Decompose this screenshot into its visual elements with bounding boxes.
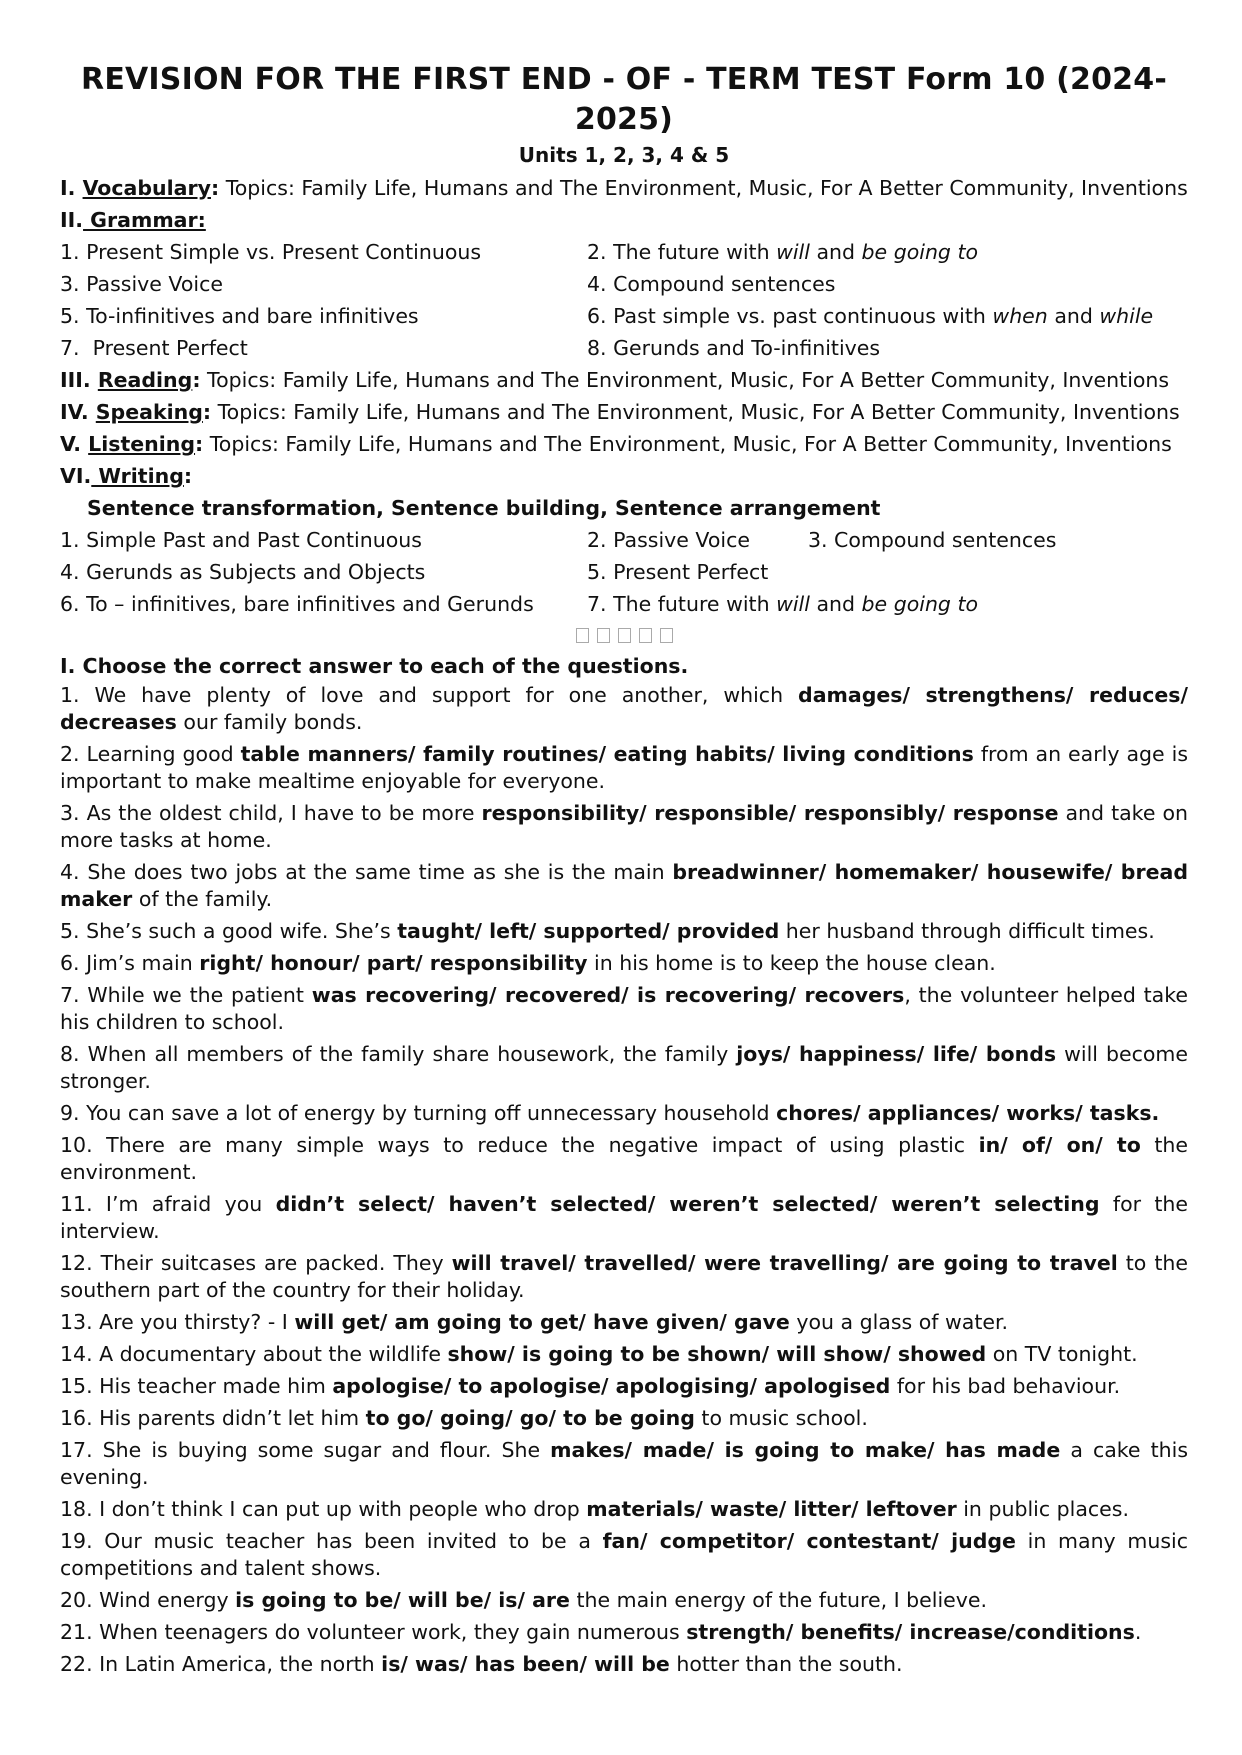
question-text: 20. Wind energy	[60, 1588, 236, 1612]
question-item	[60, 1250, 1188, 1304]
grammar-text: 6. Past simple vs. past continuous with	[587, 304, 993, 328]
question-text: 1. We have plenty of love and support for one another, which	[60, 683, 799, 707]
grammar-item: 8. Gerunds and To-infinitives	[587, 336, 881, 360]
grammar-row	[60, 236, 1188, 268]
question-text: 5. She’s such a good wife. She’s	[60, 919, 398, 943]
question-options: right/ honour/ part/ responsibility	[199, 951, 588, 975]
section-topics: Topics: Family Life, Humans and The Environment, Music, For A Better Community, Inventions	[200, 368, 1170, 392]
section-reading	[60, 364, 1188, 396]
grammar-italic: will	[776, 240, 810, 264]
question-item	[60, 1373, 1188, 1400]
question-text: will become stronger.	[60, 1042, 1189, 1093]
question-options: materials/ waste/ litter/ leftover	[586, 1497, 957, 1521]
question-item	[60, 741, 1188, 795]
question-text: you a glass of water.	[789, 1310, 1009, 1334]
section-label: Listening	[88, 432, 196, 456]
section-label: Reading	[97, 368, 193, 392]
section-colon: :	[183, 464, 193, 488]
section-vocabulary	[60, 172, 1188, 204]
section-number: IV.	[60, 400, 96, 424]
question-options: will get/ am going to get/ have given/ gave	[294, 1310, 790, 1334]
separator-box	[660, 628, 673, 643]
grammar-item	[587, 300, 1188, 332]
question-options: show/ is going to be shown/ will show/ showed	[447, 1342, 987, 1366]
question-text: of the family.	[132, 887, 273, 911]
question-text: 3. As the oldest child, I have to be more	[60, 801, 482, 825]
section-colon: :	[210, 176, 220, 200]
question-text: to the southern part of the country for their holiday.	[60, 1251, 1188, 1302]
grammar-item: 7. Present Perfect	[60, 336, 248, 360]
question-text: 2. Learning good	[60, 742, 241, 766]
grammar-item: 4. Compound sentences	[587, 272, 836, 296]
section-number: V.	[60, 432, 89, 456]
section-label: Vocabulary	[82, 176, 211, 200]
section-speaking	[60, 396, 1188, 428]
section-grammar	[60, 204, 1188, 236]
section-number: I.	[60, 176, 83, 200]
question-text: 8. When all members of the family share housework, the family	[60, 1042, 737, 1066]
grammar-italic: when	[992, 304, 1048, 328]
grammar-text: and	[1047, 304, 1100, 328]
question-text: , the volunteer helped take his children to school.	[60, 983, 1188, 1034]
question-options: taught/ left/ supported/ provided	[397, 919, 780, 943]
question-item	[60, 1528, 1188, 1582]
question-text: 12. Their suitcases are packed. They	[60, 1251, 452, 1275]
question-options: joys/ happiness/ life/ bonds	[736, 1042, 1057, 1066]
writing-item	[587, 588, 1188, 620]
question-item	[60, 1100, 1188, 1127]
writing-item: 5. Present Perfect	[587, 560, 769, 584]
question-text: a cake this evening.	[60, 1438, 1188, 1489]
page-subtitle: Units 1, 2, 3, 4 & 5	[518, 143, 730, 167]
writing-item: 4. Gerunds as Subjects and Objects	[60, 560, 426, 584]
writing-italic: be going to	[861, 592, 979, 616]
writing-item: 6. To – infinitives, bare infinitives and Gerunds	[60, 592, 534, 616]
writing-item: 1. Simple Past and Past Continuous	[60, 528, 422, 552]
writing-text: and	[809, 592, 862, 616]
question-options: damages/ strengthens/ reduces/ decreases	[60, 683, 1188, 734]
writing-row	[60, 588, 1188, 620]
question-text: from an early age is important to make mealtime enjoyable for everyone.	[60, 742, 1189, 793]
section-label: Writing	[91, 464, 184, 488]
question-text: the main energy of the future, I believe.	[569, 1588, 988, 1612]
separator-box	[618, 628, 631, 643]
separator-box	[597, 628, 610, 643]
separator-boxes	[60, 620, 1188, 650]
question-text: and take on more tasks at home.	[60, 801, 1188, 852]
section-colon: :	[195, 432, 204, 456]
writing-text: 7. The future with	[587, 592, 777, 616]
question-text: 6. Jim’s main	[60, 951, 200, 975]
grammar-item: 1. Present Simple vs. Present Continuous	[60, 240, 482, 264]
question-text: 17. She is buying some sugar and flour. She	[60, 1438, 551, 1462]
question-text: for his bad behaviour.	[890, 1374, 1121, 1398]
section-topics: Topics: Family Life, Humans and The Environment, Music, For A Better Community, Inventions	[203, 432, 1172, 456]
question-text: our family bonds.	[176, 710, 363, 734]
section-label: Grammar:	[83, 208, 206, 232]
question-item	[60, 682, 1188, 736]
grammar-row	[60, 300, 1188, 332]
question-options: table manners/ family routines/ eating habits/ living conditions	[240, 742, 974, 766]
question-item	[60, 859, 1188, 913]
question-options: is/ was/ has been/ will be	[381, 1652, 670, 1676]
question-options: was recovering/ recovered/ is recovering/ recovers	[311, 983, 905, 1007]
writing-italic: will	[776, 592, 810, 616]
question-item	[60, 1619, 1188, 1646]
section-colon: :	[192, 368, 201, 392]
question-options: is going to be/ will be/ is/ are	[235, 1588, 570, 1612]
question-options: chores/ appliances/ works/ tasks.	[776, 1101, 1160, 1125]
grammar-item	[587, 236, 1188, 268]
question-options: didn’t select/ haven’t selected/ weren’t selected/ weren’t selecting	[275, 1192, 1100, 1216]
question-text: the environment.	[60, 1133, 1188, 1184]
grammar-text: 2. The future with	[587, 240, 777, 264]
question-item	[60, 918, 1188, 945]
separator-box	[576, 628, 589, 643]
question-text: 14. A documentary about the wildlife	[60, 1342, 448, 1366]
question-text: 15. His teacher made him	[60, 1374, 333, 1398]
question-item	[60, 982, 1188, 1036]
question-text: her husband through difficult times.	[779, 919, 1155, 943]
section-number: III.	[60, 368, 98, 392]
question-text: for the interview.	[60, 1192, 1189, 1243]
question-item	[60, 1496, 1188, 1523]
section-number: II.	[60, 208, 84, 232]
question-text: 13. Are you thirsty? - I	[60, 1310, 295, 1334]
section-topics: Topics: Family Life, Humans and The Environment, Music, For A Better Community, Inventions	[211, 400, 1180, 424]
writing-text: 2. Passive Voice	[587, 528, 750, 552]
question-text: 4. She does two jobs at the same time as she is the main	[60, 860, 673, 884]
writing-text: 3. Compound sentences	[807, 528, 1057, 552]
question-text: 9. You can save a lot of energy by turning off unnecessary household	[60, 1101, 777, 1125]
question-options: will travel/ travelled/ were travelling/ are going to travel	[451, 1251, 1118, 1275]
question-item	[60, 950, 1188, 977]
question-item	[60, 1041, 1188, 1095]
grammar-italic: while	[1099, 304, 1154, 328]
question-text: 7. While we the patient	[60, 983, 312, 1007]
question-text: .	[1134, 1620, 1142, 1644]
question-item	[60, 1405, 1188, 1432]
grammar-item: 5. To-infinitives and bare infinitives	[60, 304, 419, 328]
separator-box	[639, 628, 652, 643]
question-text: in public places.	[956, 1497, 1129, 1521]
question-item	[60, 1651, 1188, 1678]
exercise-heading: I. Choose the correct answer to each of the questions.	[60, 654, 689, 678]
grammar-italic: be going to	[861, 240, 979, 264]
question-options: responsibility/ responsible/ responsibly/ response	[481, 801, 1059, 825]
question-item	[60, 1587, 1188, 1614]
writing-row	[60, 556, 1188, 588]
question-options: breadwinner/ homemaker/ housewife/ bread maker	[60, 860, 1188, 911]
question-text: 19. Our music teacher has been invited to be a	[60, 1529, 603, 1553]
question-text: 21. When teenagers do volunteer work, they gain numerous	[60, 1620, 687, 1644]
question-text: in many music competitions and talent shows.	[60, 1529, 1188, 1580]
section-listening	[60, 428, 1188, 460]
question-text: hotter than the south.	[669, 1652, 903, 1676]
question-text: on TV tonight.	[986, 1342, 1138, 1366]
question-list	[60, 682, 1188, 1678]
section-topics: Topics: Family Life, Humans and The Environment, Music, For A Better Community, Inventions	[219, 176, 1188, 200]
writing-subheading: Sentence transformation, Sentence building, Sentence arrangement	[87, 496, 881, 520]
question-text: 10. There are many simple ways to reduce the negative impact of using plastic	[60, 1133, 979, 1157]
writing-row	[60, 524, 1188, 556]
question-text: 11. I’m afraid you	[60, 1192, 276, 1216]
question-text: 22. In Latin America, the north	[60, 1652, 382, 1676]
question-text: to music school.	[694, 1406, 868, 1430]
question-item	[60, 1309, 1188, 1336]
question-item	[60, 1191, 1188, 1245]
question-options: to go/ going/ go/ to be going	[365, 1406, 695, 1430]
question-item	[60, 1341, 1188, 1368]
grammar-item: 3. Passive Voice	[60, 272, 223, 296]
question-options: in/ of/ on/ to	[978, 1133, 1141, 1157]
page-title: REVISION FOR THE FIRST END - OF - TERM TEST Form 10 (2024-2025)	[81, 62, 1167, 137]
writing-item	[587, 524, 1188, 556]
grammar-row	[60, 332, 1188, 364]
grammar-row	[60, 268, 1188, 300]
question-text: 16. His parents didn’t let him	[60, 1406, 366, 1430]
question-text: in his home is to keep the house clean.	[587, 951, 996, 975]
section-colon: :	[202, 400, 212, 424]
question-item	[60, 1437, 1188, 1491]
document-page	[60, 60, 1188, 1683]
question-item	[60, 800, 1188, 854]
grammar-text: and	[809, 240, 862, 264]
question-options: apologise/ to apologise/ apologising/ apologised	[332, 1374, 891, 1398]
section-label: Speaking	[95, 400, 203, 424]
question-options: makes/ made/ is going to make/ has made	[550, 1438, 1061, 1462]
section-writing	[60, 460, 1188, 492]
question-options: strength/ benefits/ increase/conditions	[686, 1620, 1135, 1644]
section-number: VI.	[60, 464, 92, 488]
question-options: fan/ competitor/ contestant/ judge	[602, 1529, 1016, 1553]
question-text: 18. I don’t think I can put up with people who drop	[60, 1497, 587, 1521]
question-item	[60, 1132, 1188, 1186]
